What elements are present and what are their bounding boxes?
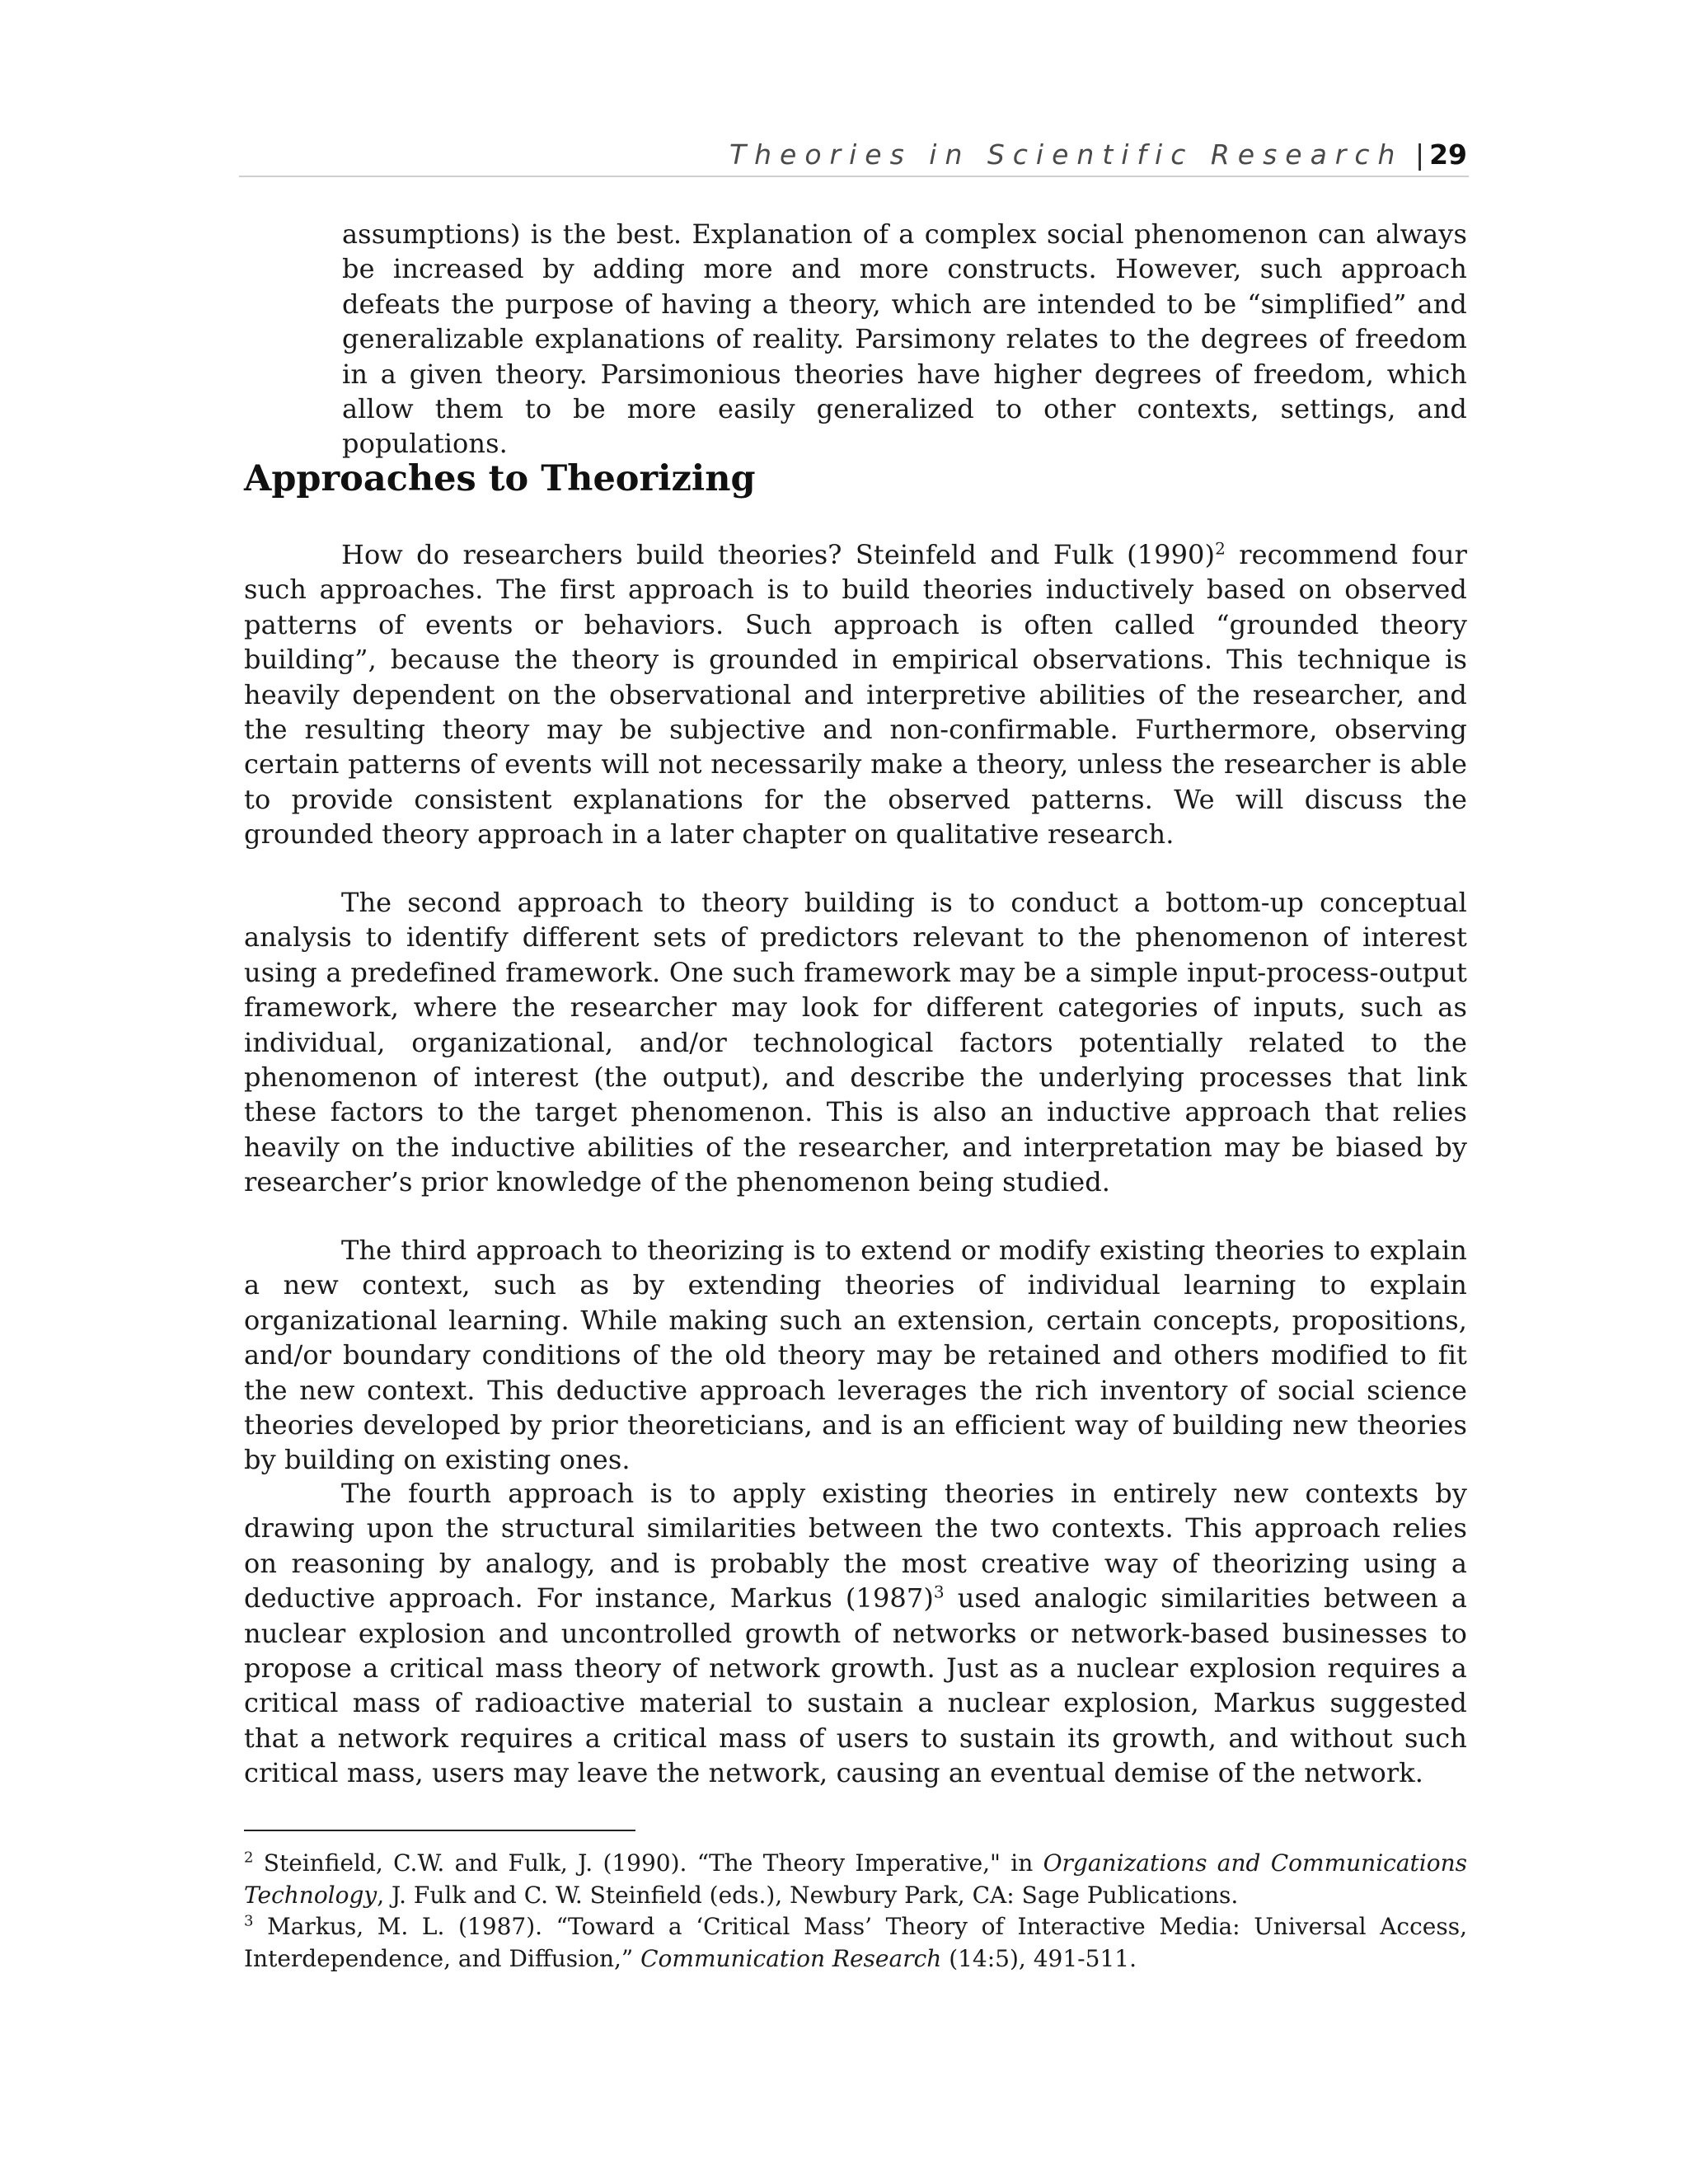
footnote-ref-3: 3 — [933, 1582, 945, 1602]
footnote-rule — [244, 1830, 635, 1831]
paragraph-4-part-b: used analogic similarities between a nuclear explosion and uncontrolled growth of networks or network-based businesses to propose a critical mass theory of network growth. Just as a nuclear explosion requires a critical mass of radioactive material to sustain a nuclear explosion, Markus suggested that a network requires a critical mass of users to sustain its growth, and without such critical mass, users may leave the network, causing an eventual demise of the network. — [244, 1582, 1467, 1789]
footnote-2-italic: Organizations and Communications Technology — [244, 1849, 1467, 1909]
section-heading: Approaches to Theorizing — [244, 458, 756, 499]
paragraph-2-text: The second approach to theory building is to conduct a bottom-up conceptual analysis to identify different sets of predictors relevant to the phenomenon of interest using a predefined framework. One such framework may be a simple input-process-output framework, where the researcher may look for different categories of inputs, such as individual, organizational, and/or technological factors potentially related to the phenomenon of interest (the output), and describe the underlying processes that link these factors to the target phenomenon. This is also an inductive approach that relies heavily on the inductive abilities of the researcher, and interpretation may be biased by researcher’s prior knowledge of the phenomenon being studied. — [244, 887, 1467, 1198]
footnote-2-part-b: , J. Fulk and C. W. Steinfield (eds.), Newbury Park, CA: Sage Publications. — [377, 1881, 1239, 1909]
page-number: 29 — [1429, 138, 1467, 171]
paragraph-4-text — [244, 1476, 1467, 1791]
paragraph-4 — [244, 1476, 1467, 1791]
footnote-3-part-b: (14:5), 491-511. — [941, 1944, 1137, 1972]
paragraph-1-text — [244, 537, 1467, 852]
paragraph-1-part-a: How do researchers build theories? Steinfeld and Fulk (1990) — [341, 539, 1216, 570]
footnote-2 — [244, 1848, 1467, 1911]
footnote-3 — [244, 1911, 1467, 1975]
footnote-2-part-a: Steinfield, C.W. and Fulk, J. (1990). “The Theory Imperative," in — [253, 1849, 1043, 1877]
footnote-3-part-a: Markus, M. L. (1987). “Toward a ‘Critical Mass’ Theory of Interactive Media: Universal Access, Interdependence, and Diffusion,” — [244, 1913, 1467, 1972]
intro-paragraph-text: assumptions) is the best. Explanation of a complex social phenomenon can always be increased by adding more and more constructs. However, such approach defeats the purpose of having a theory, which are intended to be “simplified” and generalizable explanations of reality. Parsimony relates to the degrees of freedom in a given theory. Parsimonious theories have higher degrees of freedom, which allow them to be more easily generalized to other contexts, settings, and populations. — [342, 218, 1467, 460]
footnote-ref-2: 2 — [1215, 538, 1226, 559]
paragraph-2 — [244, 885, 1467, 1200]
footnote-3-italic: Communication Research — [640, 1944, 942, 1972]
running-title: Theories in Scientific Research — [729, 138, 1404, 171]
footnote-2-mark: 2 — [244, 1849, 254, 1867]
paragraph-1-part-b: recommend four such approaches. The first approach is to build theories inductively based on observed patterns of events or behaviors. Such approach is often called “grounded theory building”, because the theory is grounded in empirical observations. This technique is heavily dependent on the observational and interpretive abilities of the researcher, and the resulting theory may be subjective and non-confirmable. Furthermore, observing certain patterns of events will not necessarily make a theory, unless the researcher is able to provide consistent explanations for the observed patterns. We will discuss the grounded theory approach in a later chapter on qualitative research. — [244, 539, 1468, 851]
paragraph-4-part-a: The fourth approach is to apply existing theories in entirely new contexts by drawing upon the structural similarities between the two contexts. This approach relies on reasoning by analogy, and is probably the most creative way of theorizing using a deductive approach. For instance, Markus (1987) — [244, 1478, 1467, 1615]
paragraph-3 — [244, 1233, 1467, 1478]
header-rule — [239, 176, 1469, 177]
intro-paragraph — [342, 217, 1467, 462]
footnote-3-mark: 3 — [244, 1912, 254, 1930]
running-header — [239, 138, 1467, 178]
footnotes — [244, 1848, 1467, 1975]
paragraph-3-text: The third approach to theorizing is to extend or modify existing theories to explain a new context, such as by extending theories of individual learning to explain organizational learning. While making such an extension, certain concepts, propositions, and/or boundary conditions of the old theory may be retained and others modified to fit the new context. This deductive approach leverages the rich inventory of social science theories developed by prior theoreticians, and is an efficient way of building new theories by building on existing ones. — [244, 1235, 1467, 1476]
header-separator: | — [1414, 138, 1425, 171]
paragraph-1 — [244, 537, 1467, 852]
